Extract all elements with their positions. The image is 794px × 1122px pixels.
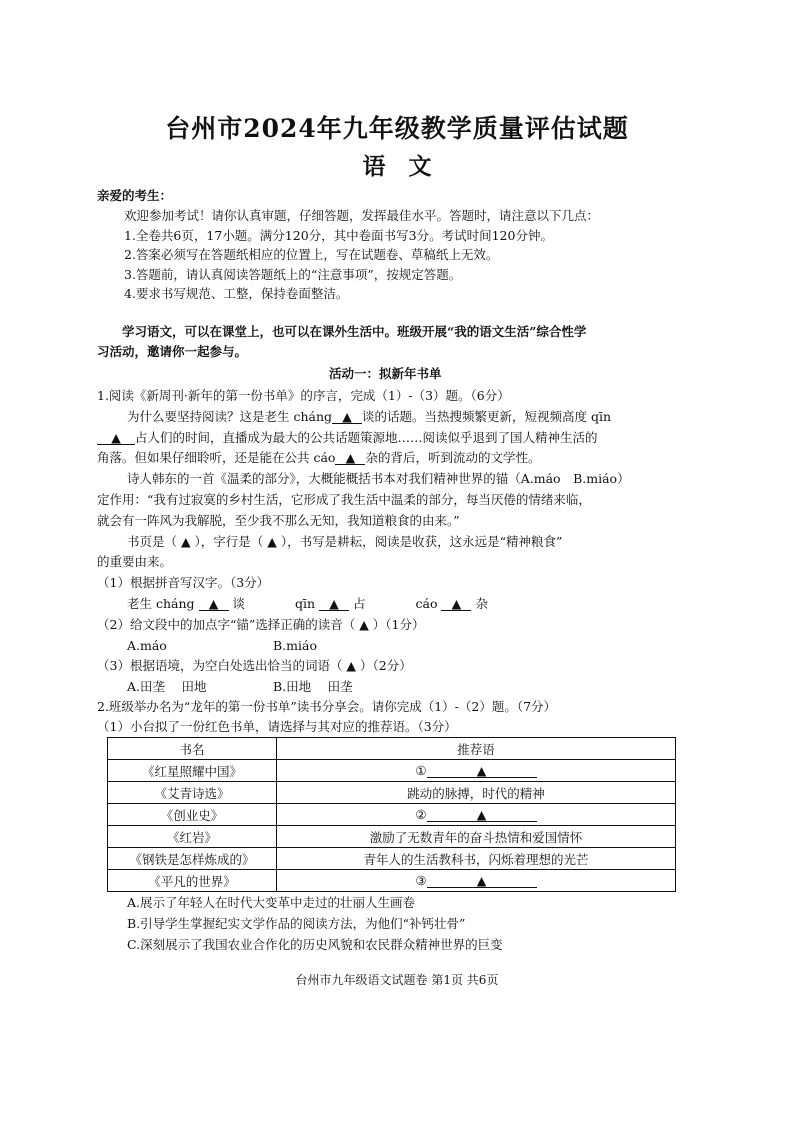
pinyin-text: 老生 cháng	[127, 596, 195, 611]
table-row	[108, 826, 676, 848]
passage-line: 定作用：“我有过寂寞的乡村生活，它形成了我生活中温柔的部分，每当厌倦的情绪来临，	[97, 492, 591, 507]
passage-line: 的重要由来。	[97, 554, 173, 569]
passage-text: 杂的背后，听到流动的文学性。	[365, 450, 541, 465]
book-title: 《创业史》	[108, 804, 277, 826]
recommendation-cell[interactable]	[277, 760, 676, 782]
sub-question: （1）小台拟了一份红色书单，请选择与其对应的推荐语。（3分）	[97, 719, 457, 734]
book-list-table	[107, 737, 676, 892]
exam-title: 台州市2024年九年级教学质量评估试题	[165, 114, 629, 143]
pinyin-text: cáo	[415, 596, 438, 611]
activity-heading: 活动一：拟新年书单	[329, 366, 442, 381]
table-header-row	[108, 738, 676, 760]
table-row	[108, 804, 676, 826]
slot-number: ①	[415, 763, 427, 778]
passage-line: 诗人韩东的一首《温柔的部分》，大概能概括书本对我们精神世界的锚（A.máo B.miáo）	[127, 471, 630, 486]
answer-blank[interactable]: ▲	[97, 431, 135, 445]
passage-line: 书页是（ ▲ ），字行是（ ▲ ），书写是耕耘，阅读是收获，这永远是“精神粮食”	[127, 534, 563, 549]
sub-question: （3）根据语境，为空白处选出恰当的词语（ ▲ ）（2分）	[97, 658, 412, 673]
sub-question: （1）根据拼音写汉字。（3分）	[97, 575, 270, 590]
column-header-recommendation: 推荐语	[277, 738, 676, 760]
pinyin-row	[127, 596, 488, 612]
subject-title: 语 文	[362, 153, 432, 180]
answer-blank[interactable]: ▲	[441, 597, 471, 611]
table-row	[108, 760, 676, 782]
option-b[interactable]: B.田地 田垄	[273, 679, 353, 694]
recommendation-cell[interactable]	[277, 870, 676, 892]
pinyin-text: qīn	[294, 596, 316, 611]
book-title: 《红岩》	[108, 826, 277, 848]
lead-line: 学习语文，可以在课堂上，也可以在课外生活中。班级开展“我的语文生活”综合性学	[122, 324, 587, 339]
recommendation-text: 青年人的生活教科书，闪烁着理想的光芒	[277, 848, 676, 870]
table-row	[108, 782, 676, 804]
option-b[interactable]: B.引导学生掌握纪实文学作品的阅读方法，为他们“补钙壮骨”	[127, 916, 466, 931]
option-a[interactable]: A.田垄 田地	[127, 679, 207, 694]
notice-item: 2.答案必须写在答题纸相应的位置上，写在试题卷、草稿纸上无效。	[124, 247, 499, 262]
pinyin-text: 谈	[232, 596, 246, 611]
greeting: 亲爱的考生：	[97, 188, 173, 203]
answer-blank[interactable]: ▲	[319, 597, 349, 611]
passage-line	[127, 409, 611, 425]
table-row	[108, 848, 676, 870]
book-title: 《平凡的世界》	[108, 870, 277, 892]
option-a[interactable]: A.展示了年轻人在时代大变革中走过的壮丽人生画卷	[127, 895, 416, 910]
passage-text: 角落。但如果仔细聆听，还是能在公共 cáo	[97, 450, 336, 465]
notice-intro: 欢迎参加考试！请你认真审题，仔细答题，发挥最佳水平。答题时，请注意以下几点：	[124, 208, 600, 223]
page-footer: 台州市九年级语文试题卷 第1页 共6页	[295, 973, 499, 987]
question-stem: 1.阅读《新周刊·新年的第一份书单》的序言，完成（1）-（3）题。（6分）	[97, 388, 510, 403]
notice-item: 1.全卷共6页，17小题。满分120分，其中卷面书写3分。考试时间120分钟。	[124, 228, 553, 243]
answer-blank[interactable]: ▲	[335, 451, 365, 465]
book-title: 《红星照耀中国》	[108, 760, 277, 782]
option-c[interactable]: C.深刻展示了我国农业合作化的历史风貌和农民群众精神世界的巨变	[127, 937, 503, 952]
passage-text: 为什么要坚持阅读？这是老生 cháng	[127, 409, 333, 424]
passage-line: 就会有一阵风为我解脱，至少我不那么无知，我知道粮食的由来。”	[97, 513, 460, 528]
answer-blank[interactable]: ▲	[427, 874, 537, 888]
passage-text: 占人们的时间，直播成为最大的公共话题策源地……阅读似乎退到了国人精神生活的	[135, 430, 598, 445]
table-row	[108, 870, 676, 892]
answer-blank[interactable]: ▲	[427, 764, 537, 778]
column-header-book: 书名	[108, 738, 277, 760]
passage-text: 谈的话题。当热搜频繁更新，短视频高度 qīn	[362, 409, 612, 424]
passage-line	[97, 430, 598, 446]
pinyin-text: 杂	[475, 596, 488, 611]
option-a[interactable]: A.máo	[127, 638, 167, 653]
passage-line	[97, 450, 540, 466]
recommendation-text: 跳动的脉搏，时代的精神	[277, 782, 676, 804]
recommendation-cell[interactable]	[277, 804, 676, 826]
notice-item: 3.答题前，请认真阅读答题纸上的“注意事项”，按规定答题。	[124, 267, 462, 282]
slot-number: ②	[415, 807, 427, 822]
slot-number: ③	[415, 873, 427, 888]
answer-blank[interactable]: ▲	[332, 410, 362, 424]
answer-blank[interactable]: ▲	[199, 597, 229, 611]
recommendation-text: 激励了无数青年的奋斗热情和爱国情怀	[277, 826, 676, 848]
lead-line: 习活动，邀请你一起参与。	[97, 344, 248, 359]
book-title: 《钢铁是怎样炼成的》	[108, 848, 277, 870]
question-stem: 2.班级举办名为“龙年的第一份书单”读书分享会。请你完成（1）-（2）题。（7分）	[97, 699, 557, 714]
book-title: 《艾青诗选》	[108, 782, 277, 804]
answer-blank[interactable]: ▲	[427, 808, 537, 822]
sub-question: （2）给文段中的加点字“锚”选择正确的读音（ ▲ ）（1分）	[97, 617, 425, 632]
pinyin-text: 占	[353, 596, 366, 611]
notice-item: 4.要求书写规范、工整，保持卷面整洁。	[124, 286, 349, 301]
option-b[interactable]: B.miáo	[273, 638, 317, 653]
